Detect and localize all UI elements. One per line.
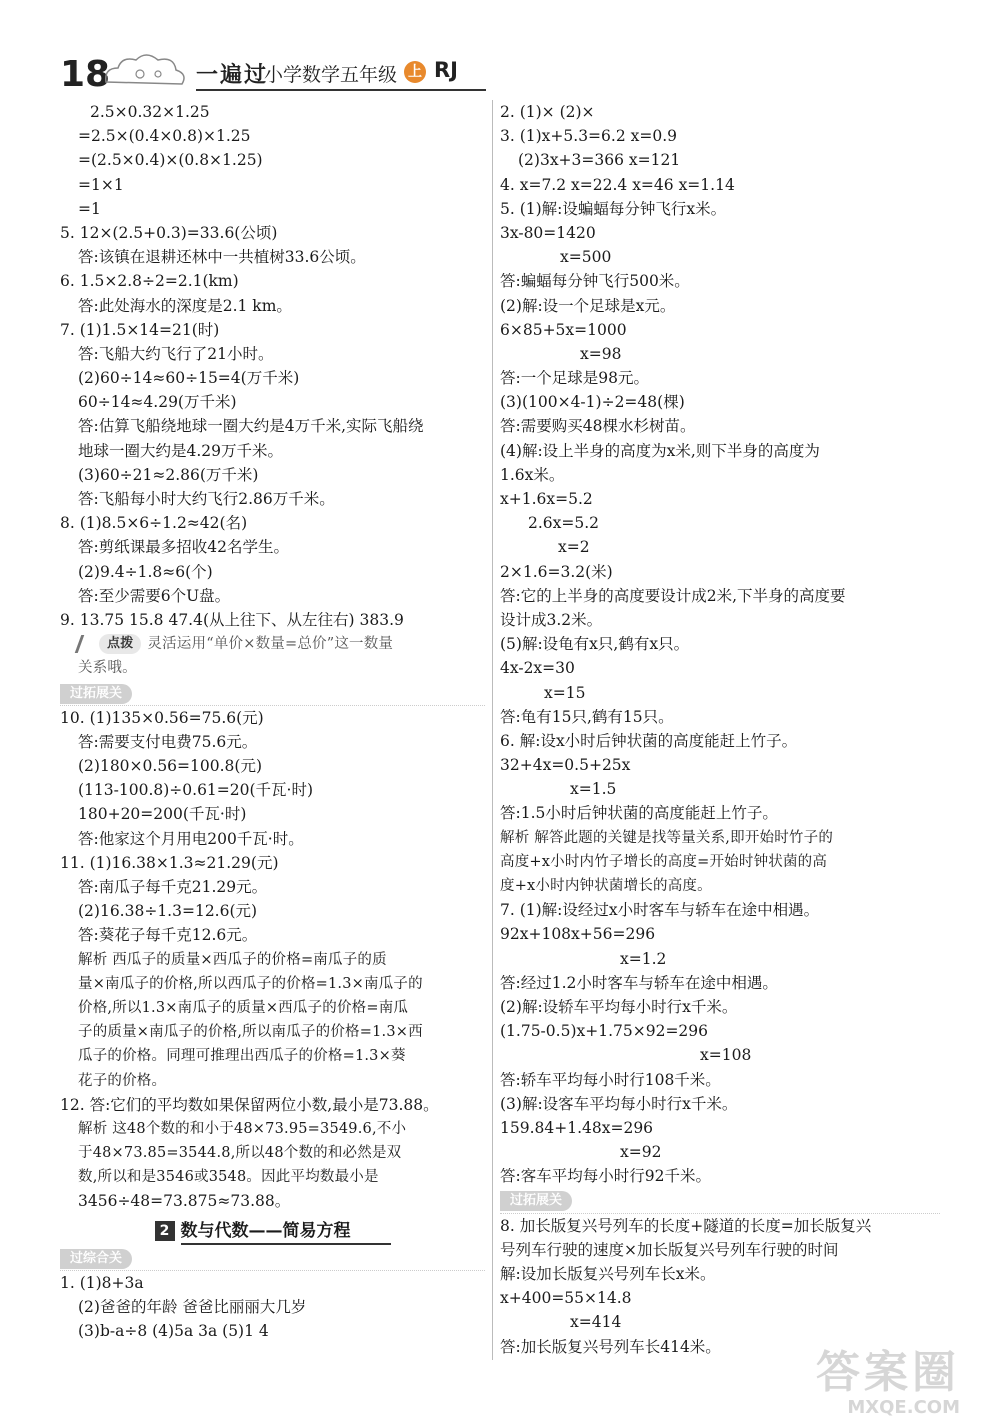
answer-line: (3)解:设客车平均每小时行x千米。 [500, 1094, 738, 1113]
answer-line: =1×1 [78, 175, 124, 194]
answer-line: 3456÷48=73.875≈73.88。 [78, 1192, 291, 1211]
answer-line: 8. 加长版复兴号列车的长度+隧道的长度=加长版复兴 [500, 1216, 872, 1235]
answer-line: 答:1.5小时后钟状菌的高度能赶上竹子。 [500, 804, 778, 823]
unit-title: 数与代数——简易方程 [181, 1221, 391, 1245]
answer-line: 10. (1)135×0.56=75.6(元) [60, 708, 264, 727]
answer-line: (4)解:设上半身的高度为x米,则下半身的高度为 [500, 441, 820, 460]
answer-line: 11. (1)16.38×1.3≈21.29(元) [60, 853, 279, 872]
answer-line: 2. (1)× (2)× [500, 103, 595, 121]
answer-line: 4x-2x=30 [500, 659, 575, 678]
section-label: 过综合关 [60, 1249, 132, 1269]
section-header [60, 1246, 485, 1271]
answer-line: (2)60÷14≈60÷15=4(万千米) [78, 369, 300, 388]
analysis-line: 花子的价格。 [78, 1072, 167, 1089]
answer-line: (3)60÷21≈2.86(万千米) [78, 465, 259, 484]
answer-line: (2)解:设轿车平均每小时行x千米。 [500, 997, 738, 1016]
analysis-line: 价格,所以1.3×南瓜子的质量×西瓜子的价格=南瓜 [78, 999, 409, 1016]
answer-line: x=414 [570, 1313, 622, 1332]
answer-line: x+400=55×14.8 [500, 1289, 632, 1308]
unit-heading [60, 1214, 485, 1246]
answer-line: x=98 [580, 344, 622, 363]
answer-line: (2)180×0.56=100.8(元) [78, 757, 262, 776]
answer-line: (2)爸爸的年龄 爸爸比丽丽大几岁 [78, 1298, 307, 1316]
answer-line: x=108 [700, 1046, 752, 1065]
answer-line: x=1.2 [620, 949, 667, 968]
answer-line: 答:飞船大约飞行了21小时。 [78, 344, 274, 363]
answer-line: 解:设加长版复兴号列车长x米。 [500, 1265, 716, 1283]
answer-line: 答:加长版复兴号列车长414米。 [500, 1337, 721, 1356]
page-header [0, 0, 1000, 100]
answer-line: 7. (1)1.5×14=21(时) [60, 320, 220, 339]
answer-line: 4. x=7.2 x=22.4 x=46 x=1.14 [500, 175, 735, 194]
pencil-icon [75, 635, 99, 653]
section-header [500, 1188, 940, 1213]
watermark-text: 答案圈 [816, 1347, 960, 1398]
answer-line: x=500 [560, 248, 612, 267]
answer-line: x+1.6x=5.2 [500, 490, 593, 508]
answer-line: 9. 13.75 15.8 47.4(从上往下、从左往右) 383.9 [60, 610, 404, 629]
answer-line: 7. (1)解:设经过x小时客车与轿车在途中相遇。 [500, 901, 820, 920]
tip-text: 灵活运用“单价×数量=总价”这一数量 [147, 636, 394, 653]
answer-line: 3x-80=1420 [500, 223, 596, 242]
section-header [60, 681, 485, 706]
answer-line: x=2 [558, 538, 590, 557]
analysis-line: 数,所以和是3546或3548。因此平均数最小是 [78, 1169, 379, 1186]
answer-line: 8. (1)8.5×6÷1.2≈42(名) [60, 514, 248, 533]
answer-line: =(2.5×0.4)×(0.8×1.25) [78, 151, 263, 170]
answer-line: 1. (1)8+3a [60, 1273, 144, 1292]
answer-line: 159.84+1.48x=296 [500, 1118, 654, 1137]
answer-line: 2×1.6=3.2(米) [500, 562, 613, 581]
answer-line: 6. 解:设x小时后钟状菌的高度能赶上竹子。 [500, 731, 798, 750]
answer-line: 3. (1)x+5.3=6.2 x=0.9 [500, 127, 677, 146]
right-column [500, 100, 940, 1359]
answer-line: 1.6x米。 [500, 465, 565, 484]
left-column [60, 100, 485, 1343]
book-title: 小学数学五年级 [264, 64, 398, 86]
analysis-line: 解析 解答此题的关键是找等量关系,即开始时竹子的 [500, 829, 834, 846]
answer-line: 答:经过1.2小时客车与轿车在途中相遇。 [500, 973, 778, 992]
section-label: 过拓展关 [500, 1191, 572, 1211]
answer-line: 答:估算飞船绕地球一圈大约是4万千米,实际飞船绕 [78, 417, 424, 436]
analysis-line: 量×南瓜子的价格,所以西瓜子的价格=1.3×南瓜子的 [78, 975, 423, 992]
analysis-line: 解析 这48个数的和小于48×73.95=3549.6,不小 [78, 1120, 407, 1137]
answer-line: 12. 答:它们的平均数如果保留两位小数,最小是73.88。 [60, 1095, 439, 1114]
answer-line: (2)3x+3=366 x=121 [518, 151, 681, 170]
answer-line: 5. 12×(2.5+0.3)=33.6(公顷) [60, 223, 278, 242]
analysis-line: 高度+x小时内竹子增长的高度=开始时钟状菌的高 [500, 853, 828, 870]
answer-line: 32+4x=0.5+25x [500, 756, 631, 775]
answer-line: 答:南瓜子每千克21.29元。 [78, 878, 268, 896]
answer-line: 答:此处海水的深度是2.1 km。 [78, 296, 292, 315]
answer-line: 答:葵花子每千克12.6元。 [78, 926, 258, 945]
answer-line: 答:他家这个月用电200千瓦·时。 [78, 829, 304, 848]
answer-line: 92x+108x+56=296 [500, 925, 656, 944]
header-rule [196, 89, 486, 91]
answer-line: (2)解:设一个足球是x元。 [500, 296, 676, 315]
answer-line: 答:它的上半身的高度要设计成2米,下半身的高度要 [500, 586, 846, 605]
watermark-url: MXQE.COM [847, 1397, 960, 1418]
tip-badge: 点拨 [99, 634, 141, 654]
answer-line: 答:需要购买48棵水杉树苗。 [500, 417, 696, 436]
brand-logo: 一遍过 [196, 63, 269, 88]
answer-line: (113-100.8)÷0.61=20(千瓦·时) [78, 781, 314, 800]
answer-line: 答:客车平均每小时行92千米。 [500, 1167, 711, 1186]
answer-line: 答:蝙蝠每分钟飞行500米。 [500, 272, 690, 291]
answer-line: x=92 [620, 1143, 662, 1162]
answer-line: x=15 [544, 683, 586, 702]
answer-line: 答:一个足球是98元。 [500, 369, 649, 388]
answer-line: 答:该镇在退耕还林中一共植树33.6公顷。 [78, 248, 366, 267]
answer-line: 2.6x=5.2 [528, 514, 600, 533]
answer-line: 2.5×0.32×1.25 [90, 103, 210, 121]
answer-line: 答:飞船每小时大约飞行2.86万千米。 [78, 490, 335, 508]
answer-line: 地球一圈大约是4.29万千米。 [78, 441, 284, 460]
answer-line: 答:龟有15只,鹤有15只。 [500, 707, 674, 726]
watermark [780, 1347, 960, 1418]
tip-line: 关系哦。 [78, 660, 137, 677]
analysis-line: 解析 西瓜子的质量×西瓜子的价格=南瓜子的质 [78, 951, 387, 968]
cloud-decoration-icon [100, 48, 190, 92]
answer-line: (2)16.38÷1.3=12.6(元) [78, 902, 258, 921]
section-label: 过拓展关 [60, 684, 132, 704]
term-badge: 上 [404, 61, 426, 83]
answer-line: 设计成3.2米。 [500, 610, 603, 629]
answer-line: (3)(100×4-1)÷2=48(棵) [500, 393, 685, 412]
page-number: 18 [60, 54, 111, 95]
answer-line: 答:需要支付电费75.6元。 [78, 732, 258, 751]
answer-line: 号列车行驶的速度×加长版复兴号列车行驶的时间 [500, 1240, 839, 1259]
answer-line: 60÷14≈4.29(万千米) [78, 393, 237, 412]
answer-line: 5. (1)解:设蝙蝠每分钟飞行x米。 [500, 199, 727, 218]
answer-line: 答:轿车平均每小时行108千米。 [500, 1070, 721, 1089]
edition-label: RJ [434, 58, 458, 82]
answer-line: (3)b-a÷8 (4)5a 3a (5)1 4 [78, 1322, 269, 1341]
answer-line: x=1.5 [570, 780, 617, 799]
analysis-line: 瓜子的价格。同理可推理出西瓜子的价格=1.3×葵 [78, 1048, 406, 1065]
tip-line [60, 632, 485, 656]
answer-line: (1.75-0.5)x+1.75×92=296 [500, 1022, 709, 1041]
answer-line: =1 [78, 199, 101, 218]
answer-line: 6. 1.5×2.8÷2=2.1(km) [60, 272, 239, 291]
answer-line: (2)9.4÷1.8≈6(个) [78, 562, 213, 581]
analysis-line: 度+x小时内钟状菌增长的高度。 [500, 878, 712, 894]
column-divider [492, 100, 493, 1360]
analysis-line: 子的质量×南瓜子的价格,所以南瓜子的价格=1.3×西 [78, 1024, 423, 1041]
answer-line: 180+20=200(千瓦·时) [78, 805, 247, 824]
answer-line: 答:剪纸课最多招收42名学生。 [78, 538, 289, 557]
answer-line: (5)解:设龟有x只,鹤有x只。 [500, 635, 690, 654]
answer-line: =2.5×(0.4×0.8)×1.25 [78, 127, 251, 146]
answer-line: 答:至少需要6个U盘。 [78, 586, 231, 605]
analysis-line: 于48×73.85=3544.8,所以48个数的和必然是双 [78, 1145, 402, 1162]
answer-line: 6×85+5x=1000 [500, 320, 627, 339]
unit-number: 2 [155, 1221, 175, 1241]
